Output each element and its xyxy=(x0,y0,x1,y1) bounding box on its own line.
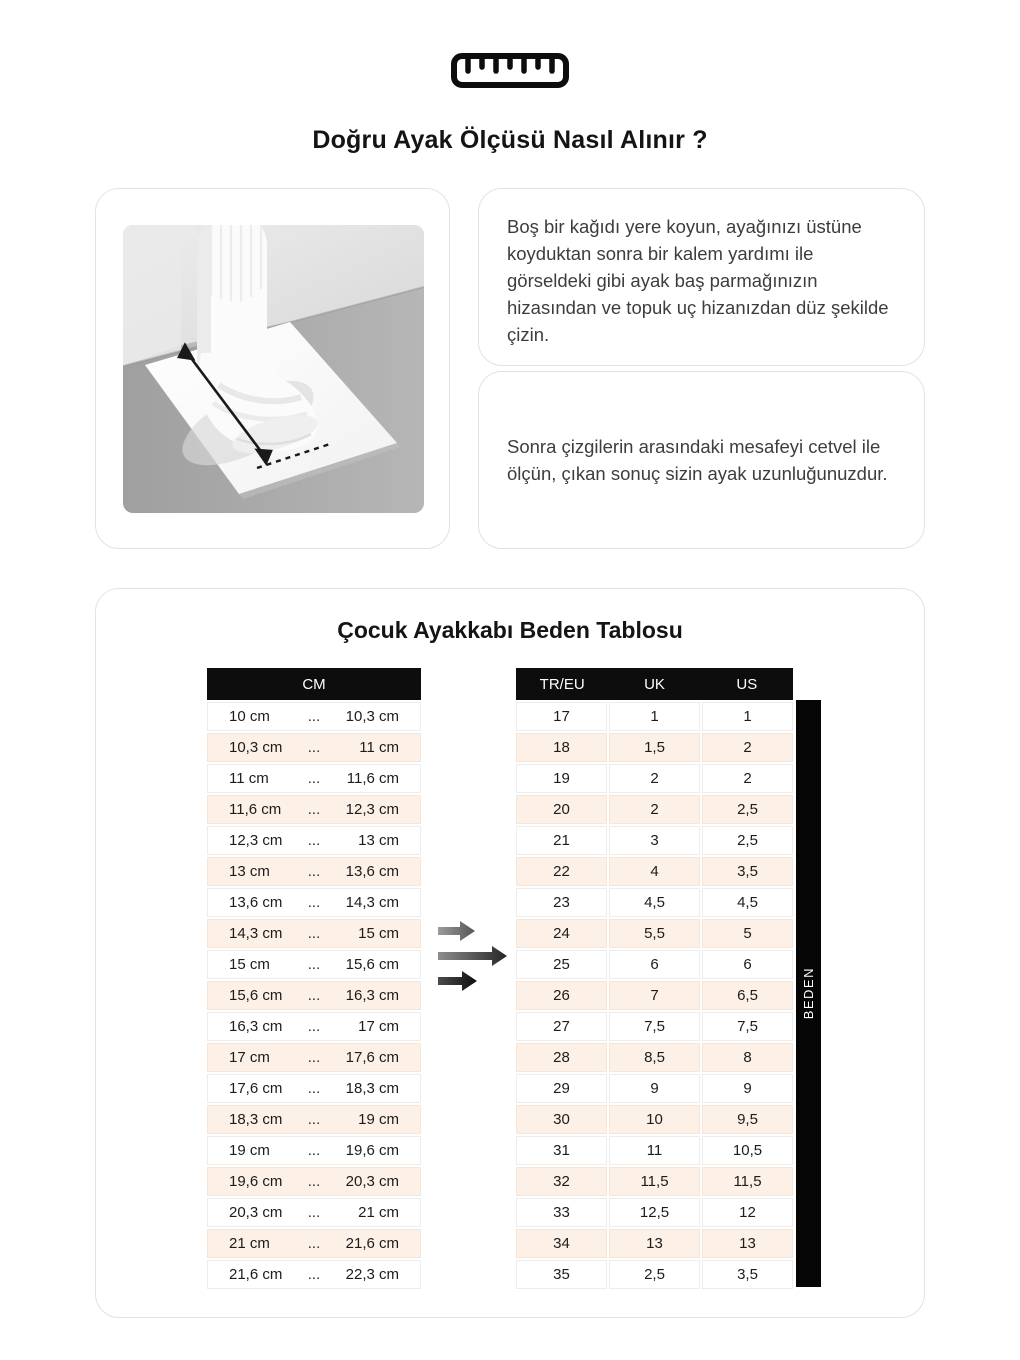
cm-v-to: 13 cm xyxy=(358,832,399,849)
instruction-step-2-card xyxy=(478,371,925,549)
size-cell-uk: 13 xyxy=(609,1229,700,1258)
cm-v-to: 13,6 cm xyxy=(345,863,399,880)
cm-dots: ... xyxy=(307,1049,321,1066)
size-cell-treu: 27 xyxy=(516,1012,607,1041)
cm-table-row xyxy=(207,1043,421,1072)
size-table-row xyxy=(516,1229,793,1258)
cm-v-to: 15 cm xyxy=(358,925,399,942)
size-table-row xyxy=(516,1260,793,1289)
size-cell-uk: 1 xyxy=(609,702,700,731)
size-cell-us: 10,5 xyxy=(702,1136,793,1165)
size-table-header-treu: TR/EU xyxy=(539,675,585,693)
size-cell-treu: 31 xyxy=(516,1136,607,1165)
cm-table-row xyxy=(207,733,421,762)
cm-v-to: 12,3 cm xyxy=(345,801,399,818)
cm-v-from: 11 cm xyxy=(229,770,269,787)
cm-dots: ... xyxy=(307,1080,321,1097)
size-table-row xyxy=(516,919,793,948)
size-table-row xyxy=(516,1198,793,1227)
cm-v-from: 20,3 cm xyxy=(229,1204,283,1221)
cm-v-to: 14,3 cm xyxy=(345,894,399,911)
cm-table-row xyxy=(207,981,421,1010)
size-cell-treu: 21 xyxy=(516,826,607,855)
ruler-icon xyxy=(0,52,1020,89)
cm-table-header: CM xyxy=(207,668,421,700)
cm-v-from: 10 cm xyxy=(229,708,270,725)
cm-dots: ... xyxy=(307,801,321,818)
size-table-row xyxy=(516,826,793,855)
cm-v-to: 11 cm xyxy=(359,739,399,756)
foot-measurement-photo xyxy=(123,225,424,513)
instruction-step-1-text: Boş bir kağıdı yere koyun, ayağınızı üstüne koyduktan sonra bir kalem yardımı ile görseldeki gibi ayak baş parmağınızın hizasından ve topuk uç hizanızdan düz şekilde çizin. xyxy=(507,216,889,345)
cm-v-from: 12,3 cm xyxy=(229,832,283,849)
size-cell-us: 7,5 xyxy=(702,1012,793,1041)
cm-dots: ... xyxy=(307,770,321,787)
size-cell-uk: 2 xyxy=(609,795,700,824)
cm-v-to: 21 cm xyxy=(358,1204,399,1221)
cm-table-row xyxy=(207,826,421,855)
cm-table-row xyxy=(207,857,421,886)
cm-v-from: 16,3 cm xyxy=(229,1018,283,1035)
size-table-body xyxy=(516,702,793,1289)
cm-table-row xyxy=(207,1167,421,1196)
size-table-row xyxy=(516,857,793,886)
size-cell-us: 12 xyxy=(702,1198,793,1227)
cm-v-to: 16,3 cm xyxy=(345,987,399,1004)
cm-v-to: 19 cm xyxy=(358,1111,399,1128)
cm-table-row xyxy=(207,1198,421,1227)
size-cell-us: 3,5 xyxy=(702,1260,793,1289)
size-cell-us: 4,5 xyxy=(702,888,793,917)
cm-v-from: 17 cm xyxy=(229,1049,270,1066)
beden-side-label: BEDEN xyxy=(801,967,816,1020)
cm-table-body xyxy=(207,702,421,1289)
cm-table-row xyxy=(207,1136,421,1165)
size-cell-treu: 25 xyxy=(516,950,607,979)
size-cell-us: 3,5 xyxy=(702,857,793,886)
size-cell-treu: 20 xyxy=(516,795,607,824)
size-cell-uk: 7 xyxy=(609,981,700,1010)
cm-table-row xyxy=(207,764,421,793)
size-chart-card xyxy=(95,588,925,1318)
size-cell-treu: 18 xyxy=(516,733,607,762)
size-table-row xyxy=(516,1074,793,1103)
size-cell-us: 11,5 xyxy=(702,1167,793,1196)
size-table-row xyxy=(516,1136,793,1165)
size-cell-uk: 9 xyxy=(609,1074,700,1103)
cm-v-from: 18,3 cm xyxy=(229,1111,283,1128)
size-cell-treu: 32 xyxy=(516,1167,607,1196)
size-cell-uk: 4,5 xyxy=(609,888,700,917)
cm-table-row xyxy=(207,888,421,917)
size-cell-uk: 4 xyxy=(609,857,700,886)
cm-v-from: 11,6 cm xyxy=(229,801,282,818)
cm-table-row xyxy=(207,1229,421,1258)
size-cell-us: 9 xyxy=(702,1074,793,1103)
cm-dots: ... xyxy=(307,1266,321,1283)
instruction-step-2-text: Sonra çizgilerin arasındaki mesafeyi cetvel ile ölçün, çıkan sonuç sizin ayak uzunluğunuzdur. xyxy=(507,436,888,484)
size-cell-us: 2,5 xyxy=(702,826,793,855)
size-table-header-uk: UK xyxy=(644,675,665,693)
cm-table-row xyxy=(207,1105,421,1134)
size-cell-treu: 24 xyxy=(516,919,607,948)
size-cell-uk: 7,5 xyxy=(609,1012,700,1041)
cm-v-from: 19,6 cm xyxy=(229,1173,283,1190)
cm-table-row xyxy=(207,919,421,948)
size-cell-uk: 5,5 xyxy=(609,919,700,948)
cm-v-from: 14,3 cm xyxy=(229,925,283,942)
cm-table-row xyxy=(207,1012,421,1041)
size-table-row xyxy=(516,764,793,793)
cm-v-from: 17,6 cm xyxy=(229,1080,283,1097)
size-cell-uk: 12,5 xyxy=(609,1198,700,1227)
size-cell-treu: 34 xyxy=(516,1229,607,1258)
size-cell-us: 2 xyxy=(702,764,793,793)
size-cell-us: 13 xyxy=(702,1229,793,1258)
size-table-row xyxy=(516,888,793,917)
cm-v-to: 19,6 cm xyxy=(345,1142,399,1159)
size-table-row xyxy=(516,702,793,731)
size-cell-us: 8 xyxy=(702,1043,793,1072)
beden-side-bar xyxy=(796,700,821,1287)
cm-v-to: 10,3 cm xyxy=(345,708,399,725)
cm-v-to: 17 cm xyxy=(358,1018,399,1035)
size-cell-uk: 11 xyxy=(609,1136,700,1165)
cm-dots: ... xyxy=(307,1235,321,1252)
size-table-row xyxy=(516,950,793,979)
cm-v-from: 21 cm xyxy=(229,1235,270,1252)
size-cell-uk: 8,5 xyxy=(609,1043,700,1072)
size-table-row xyxy=(516,1167,793,1196)
cm-v-to: 11,6 cm xyxy=(346,770,399,787)
cm-v-to: 15,6 cm xyxy=(345,956,399,973)
cm-table-row xyxy=(207,1074,421,1103)
cm-dots: ... xyxy=(307,863,321,880)
size-cell-us: 9,5 xyxy=(702,1105,793,1134)
size-cell-treu: 19 xyxy=(516,764,607,793)
measurement-photo-card xyxy=(95,188,450,549)
size-cell-treu: 29 xyxy=(516,1074,607,1103)
cm-v-to: 20,3 cm xyxy=(345,1173,399,1190)
size-table-row xyxy=(516,1043,793,1072)
cm-v-from: 21,6 cm xyxy=(229,1266,283,1283)
size-table-row xyxy=(516,733,793,762)
size-cell-treu: 35 xyxy=(516,1260,607,1289)
cm-dots: ... xyxy=(307,1173,321,1190)
size-cell-treu: 22 xyxy=(516,857,607,886)
size-cell-uk: 1,5 xyxy=(609,733,700,762)
size-table-row xyxy=(516,1105,793,1134)
size-cell-uk: 6 xyxy=(609,950,700,979)
size-cell-us: 2,5 xyxy=(702,795,793,824)
cm-dots: ... xyxy=(307,1142,321,1159)
size-cell-uk: 2,5 xyxy=(609,1260,700,1289)
size-table-row xyxy=(516,795,793,824)
size-cell-treu: 23 xyxy=(516,888,607,917)
size-cell-uk: 11,5 xyxy=(609,1167,700,1196)
cm-dots: ... xyxy=(307,708,321,725)
instruction-step-1-card xyxy=(478,188,925,366)
size-table-row xyxy=(516,981,793,1010)
triple-right-arrows-icon xyxy=(436,921,512,997)
cm-v-to: 17,6 cm xyxy=(345,1049,399,1066)
cm-dots: ... xyxy=(307,1111,321,1128)
cm-v-from: 13,6 cm xyxy=(229,894,283,911)
cm-dots: ... xyxy=(307,956,321,973)
size-cell-treu: 30 xyxy=(516,1105,607,1134)
size-cell-us: 5 xyxy=(702,919,793,948)
cm-dots: ... xyxy=(307,832,321,849)
cm-table-row xyxy=(207,702,421,731)
cm-dots: ... xyxy=(307,1204,321,1221)
cm-v-to: 22,3 cm xyxy=(345,1266,399,1283)
size-cell-us: 6,5 xyxy=(702,981,793,1010)
size-cell-uk: 3 xyxy=(609,826,700,855)
size-cell-uk: 2 xyxy=(609,764,700,793)
cm-v-from: 15,6 cm xyxy=(229,987,283,1004)
cm-v-from: 15 cm xyxy=(229,956,270,973)
cm-table-row xyxy=(207,950,421,979)
size-cell-us: 1 xyxy=(702,702,793,731)
cm-v-to: 21,6 cm xyxy=(345,1235,399,1252)
size-chart-title: Çocuk Ayakkabı Beden Tablosu xyxy=(337,617,683,643)
size-cell-treu: 33 xyxy=(516,1198,607,1227)
size-cell-treu: 28 xyxy=(516,1043,607,1072)
cm-dots: ... xyxy=(307,894,321,911)
cm-v-to: 18,3 cm xyxy=(345,1080,399,1097)
size-table-header-us: US xyxy=(736,675,758,693)
cm-v-from: 10,3 cm xyxy=(229,739,283,756)
size-table-header xyxy=(516,668,793,700)
cm-table xyxy=(207,668,421,1289)
cm-dots: ... xyxy=(307,925,321,942)
cm-table-row xyxy=(207,1260,421,1289)
cm-dots: ... xyxy=(307,987,321,1004)
size-cell-treu: 26 xyxy=(516,981,607,1010)
cm-v-from: 13 cm xyxy=(229,863,270,880)
page-title: Doğru Ayak Ölçüsü Nasıl Alınır ? xyxy=(312,126,708,154)
size-cell-uk: 10 xyxy=(609,1105,700,1134)
cm-table-row xyxy=(207,795,421,824)
cm-v-from: 19 cm xyxy=(229,1142,270,1159)
size-cell-us: 6 xyxy=(702,950,793,979)
size-table-row xyxy=(516,1012,793,1041)
size-table xyxy=(516,668,793,1289)
size-cell-treu: 17 xyxy=(516,702,607,731)
cm-dots: ... xyxy=(307,1018,321,1035)
cm-dots: ... xyxy=(307,739,321,756)
size-cell-us: 2 xyxy=(702,733,793,762)
